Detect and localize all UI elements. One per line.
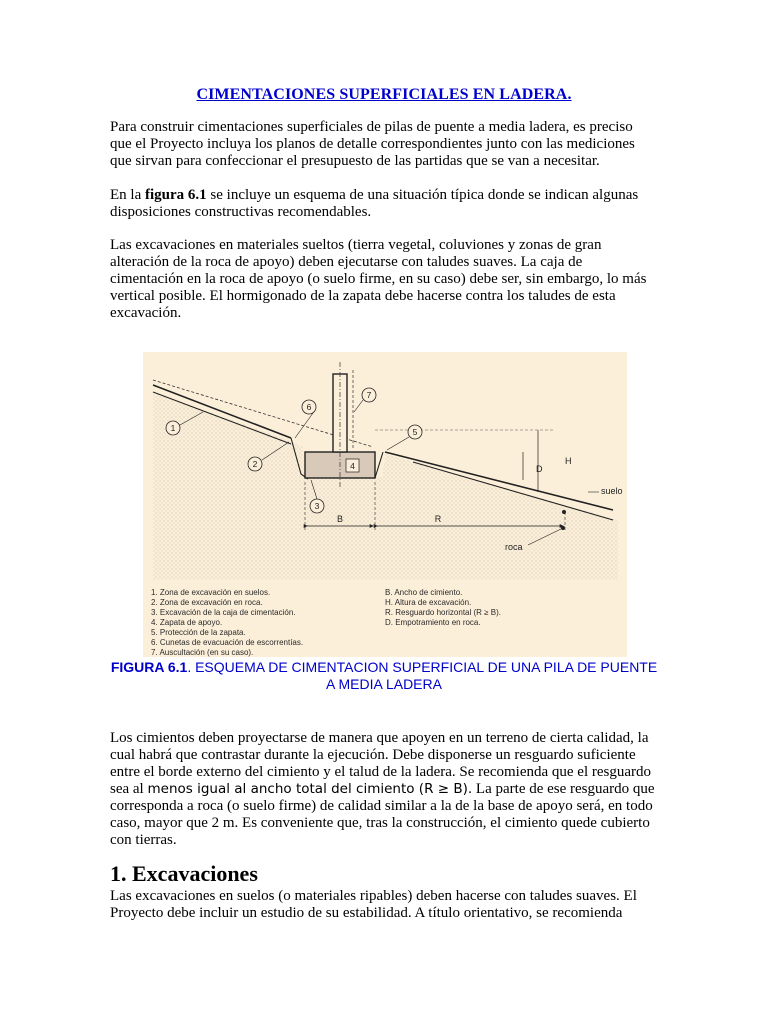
section-heading-excavaciones: 1. Excavaciones <box>110 861 258 886</box>
figure-caption-text: . ESQUEMA DE CIMENTACION SUPERFICIAL DE UNA PILA DE PUENTE <box>187 659 658 675</box>
legend-item-1: 1. Zona de excavación en suelos. <box>151 588 271 597</box>
legend-item-6: 6. Cunetas de evacuación de escorrentías. <box>151 638 304 647</box>
label-h: H <box>565 456 572 466</box>
legend-item-b: B. Ancho de cimiento. <box>385 588 463 597</box>
label-b: B <box>336 514 344 524</box>
figure-reference-link: figura 6.1 <box>145 187 207 203</box>
excavation-right <box>375 452 383 478</box>
document-title: CIMENTACIONES SUPERFICIALES EN LADERA. <box>196 86 572 103</box>
legend-item-h: H. Altura de excavación. <box>385 598 472 607</box>
svg-text:2: 2 <box>252 459 258 469</box>
legend-item-r: R. Resguardo horizontal (R ≥ B). <box>385 608 501 617</box>
paragraph-excavation-slopes: Las excavaciones en suelos (o materiales ripables) deben hacerse con taludes suaves. El Proyecto debe incluir un estudio de su estabilidad. A título orientativo, se recomienda <box>110 888 637 921</box>
paragraph-excavations: Las excavaciones en materiales sueltos (tierra vegetal, coluviones y zonas de gran alteración de la roca de apoyo) deben ejecutarse con taludes suaves. La caja de cimentación en la roca de apoyo (o suelo firme, en su caso) debe ser, sin embargo, lo más vertical posible. El hormigonado de la zapata debe hacerse contra los taludes de esta excavación. <box>110 237 647 321</box>
figure-caption-label: FIGURA 6.1 <box>110 659 188 675</box>
svg-text:6: 6 <box>306 402 312 412</box>
roca-point <box>561 526 565 530</box>
legend-item-d: D. Empotramiento en roca. <box>385 618 481 627</box>
paragraph-figure-reference-end: se incluye un esquema de una situación típica donde se indican algunas disposiciones constructivas recomendables. <box>110 187 639 220</box>
figure-caption <box>110 659 658 693</box>
label-r: R <box>434 514 442 524</box>
paragraph-foundations-end: La parte de ese resguardo que corresponda a roca (o suelo firme) de calidad similar a la de la base de apoyo será, en todo caso, mayor que 2 m. Es conveniente que, tras la construcción, el cimiento quede cubierto con tierras. <box>110 781 655 848</box>
label-roca: roca <box>505 542 523 552</box>
svg-text:1: 1 <box>170 423 176 433</box>
legend-item-5: 5. Protección de la zapata. <box>151 628 246 637</box>
figure-caption-line1 <box>110 659 658 676</box>
svg-text:3: 3 <box>314 501 320 511</box>
callout-4 <box>346 459 359 472</box>
svg-text:7: 7 <box>366 390 372 400</box>
callout-6 <box>295 400 316 438</box>
legend-item-2: 2. Zona de excavación en roca. <box>151 598 263 607</box>
figure-caption-line2: A MEDIA LADERA <box>326 676 442 692</box>
label-suelo: suelo <box>601 486 623 496</box>
foundation-diagram <box>143 352 627 657</box>
paragraph-figure-reference <box>110 187 658 221</box>
callout-7 <box>354 388 376 412</box>
legend-item-4: 4. Zapata de apoyo. <box>151 618 223 627</box>
svg-text:4: 4 <box>350 461 355 471</box>
legend-item-7: 7. Auscultación (en su caso). <box>151 648 254 657</box>
legend-item-3: 3. Excavación de la caja de cimentación. <box>151 608 296 617</box>
paragraph-foundations-start: Los cimientos deben proyectarse de manera que apoyen en un terreno de cierta calidad, la cual habrá que contrastar durante la ejecución. Debe disponerse un resguardo suficiente entre el borde externo del cimiento y el talud de la ladera. Se recomienda que el resguardo sea al <box>110 730 652 797</box>
paragraph-foundations <box>110 730 658 849</box>
callout-5 <box>387 425 422 450</box>
suelo-point <box>562 510 566 514</box>
paragraph-foundations-rule: menos igual al ancho total del cimiento (R ≥ B). <box>147 781 473 797</box>
figure-6-1 <box>143 352 627 657</box>
label-d: D <box>536 464 543 474</box>
paragraph-figure-reference-start: En la <box>110 187 145 203</box>
paragraph-intro: Para construir cimentaciones superficiales de pilas de puente a media ladera, es preciso que el Proyecto incluya los planos de detalle correspondientes junto con las mediciones que sirvan para confeccionar el presupuesto de las partidas que se van a necesitar. <box>110 119 635 169</box>
svg-text:5: 5 <box>412 427 418 437</box>
